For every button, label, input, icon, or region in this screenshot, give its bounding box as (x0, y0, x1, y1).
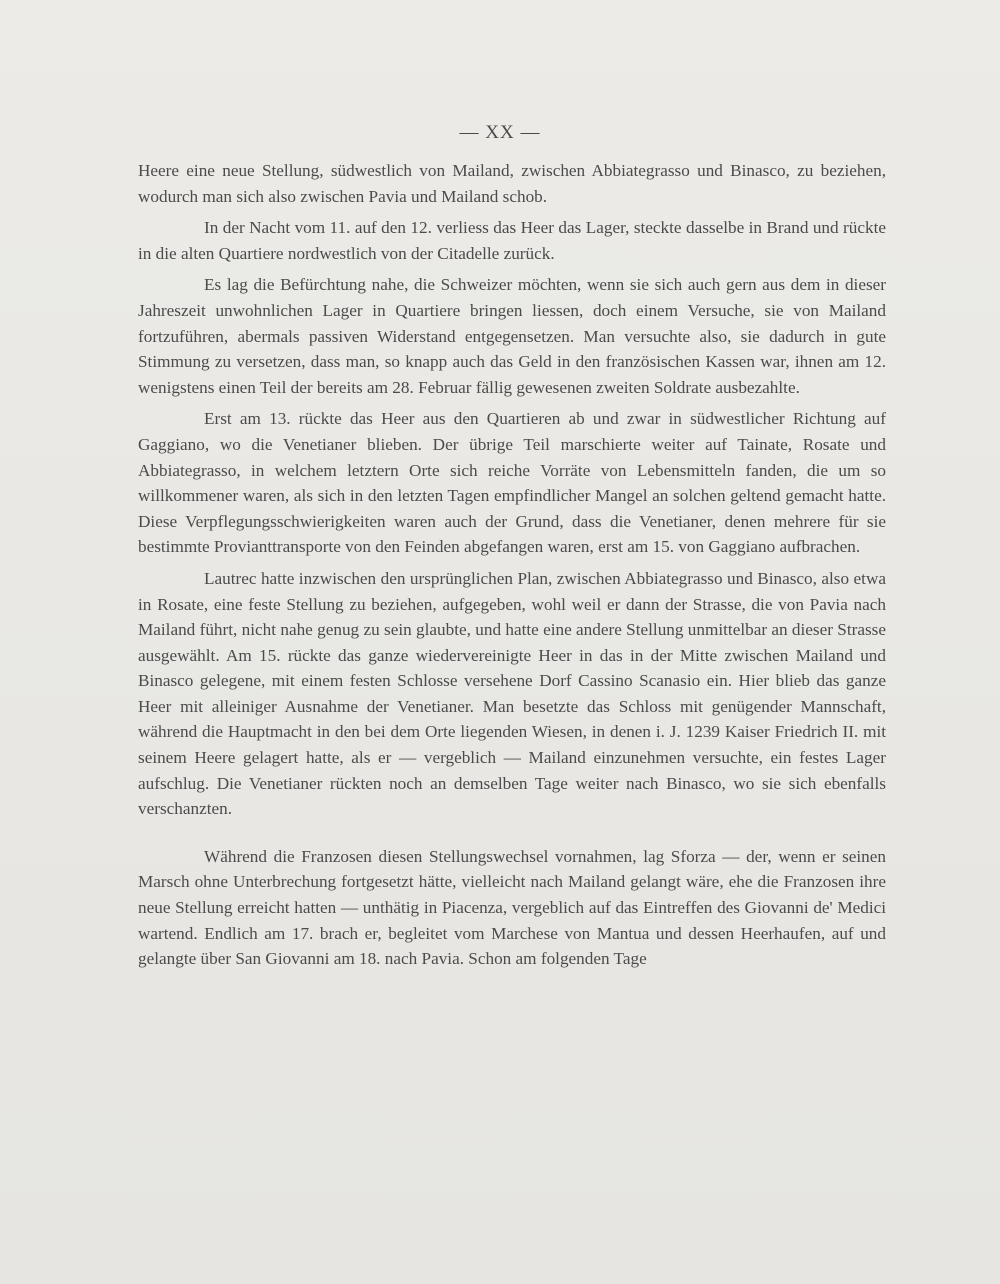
paragraph-6: Während die Franzosen diesen Stellungswechsel vornahmen, lag Sforza — der, wenn er seinen Marsch ohne Unterbrechung fortgesetzt hätte, vielleicht nach Mailand gelangt wäre, ehe die Franzosen ihre neue Stellung erreicht hatten — unthätig in Piacenza, vergeblich auf das Eintreffen des Giovanni de' Medici wartend. Endlich am 17. brach er, begleitet vom Marchese von Mantua und dessen Heerhaufen, auf und gelangte über San Giovanni am 18. nach Pavia. Schon am folgenden Tage (138, 846, 886, 969)
paragraph-4: Erst am 13. rückte das Heer aus den Quartieren ab und zwar in südwestlicher Richtung auf Gaggiano, wo die Venetianer blieben. Der übrige Teil marschierte weiter auf Tainate, Rosate und Abbiategrasso, in welchem letztern Orte sich reiche Vorräte von Lebensmitteln fanden, die um so willkommener waren, als sich in den letzten Tagen empfindlicher Mangel an solchen geltend gemacht hatte. Diese Verpflegungsschwierigkeiten waren auch der Grund, dass die Venetianer, denen mehrere für sie bestimmte Provianttransporte von den Feinden abgefangen waren, erst am 15. von Gaggiano aufbrachen. (138, 409, 886, 557)
paragraph-1: Heere eine neue Stellung, südwestlich von Mailand, zwischen Abbiategrasso und Binasco, zu beziehen, wodurch man sich also zwischen Pavia und Mailand schob. (138, 161, 886, 206)
paragraph-2: In der Nacht vom 11. auf den 12. verliess das Heer das Lager, steckte dasselbe in Brand und rückte in die alten Quartiere nordwestlich von der Citadelle zurück. (138, 218, 886, 263)
paragraph-3: Es lag die Befürchtung nahe, die Schweizer möchten, wenn sie sich auch gern aus dem in dieser Jahreszeit unwohnlichen Lager in Quartiere bringen liessen, doch einem Versuche, sie von Mailand fortzuführen, abermals passiven Widerstand entgegensetzen. Man versuchte also, sie dadurch in gute Stimmung zu versetzen, dass man, so knapp auch das Geld in den französischen Kassen war, ihnen am 12. wenigstens einen Teil der bereits am 28. Februar fällig gewesenen zweiten Soldrate ausbezahlte. (138, 275, 886, 397)
page-number-header: — XX — (459, 122, 541, 143)
body-text (138, 158, 886, 972)
paragraph-5: Lautrec hatte inzwischen den ursprünglichen Plan, zwischen Abbiategrasso und Binasco, also etwa in Rosate, eine feste Stellung zu beziehen, aufgegeben, wohl weil er dann der Strasse, die von Pavia nach Mailand führt, nicht nahe genug zu sein glaubte, und hatte eine andere Stellung unmittelbar an dieser Strasse ausgewählt. Am 15. rückte das ganze wiedervereinigte Heer in das in der Mitte zwischen Mailand und Binasco gelegene, mit einem festen Schlosse versehene Dorf Cassino Scanasio ein. Hier blieb das ganze Heer mit alleiniger Ausnahme der Venetianer. Man besetzte das Schloss mit genügender Mannschaft, während die Hauptmacht in den bei dem Orte liegenden Wiesen, in denen i. J. 1239 Kaiser Friedrich II. mit seinem Heere gelagert hatte, als er — vergeblich — Mailand einzunehmen versuchte, ein festes Lager aufschlug. Die Venetianer rückten noch an demselben Tage weiter nach Binasco, wo sie sich ebenfalls verschanzten. (138, 568, 886, 819)
